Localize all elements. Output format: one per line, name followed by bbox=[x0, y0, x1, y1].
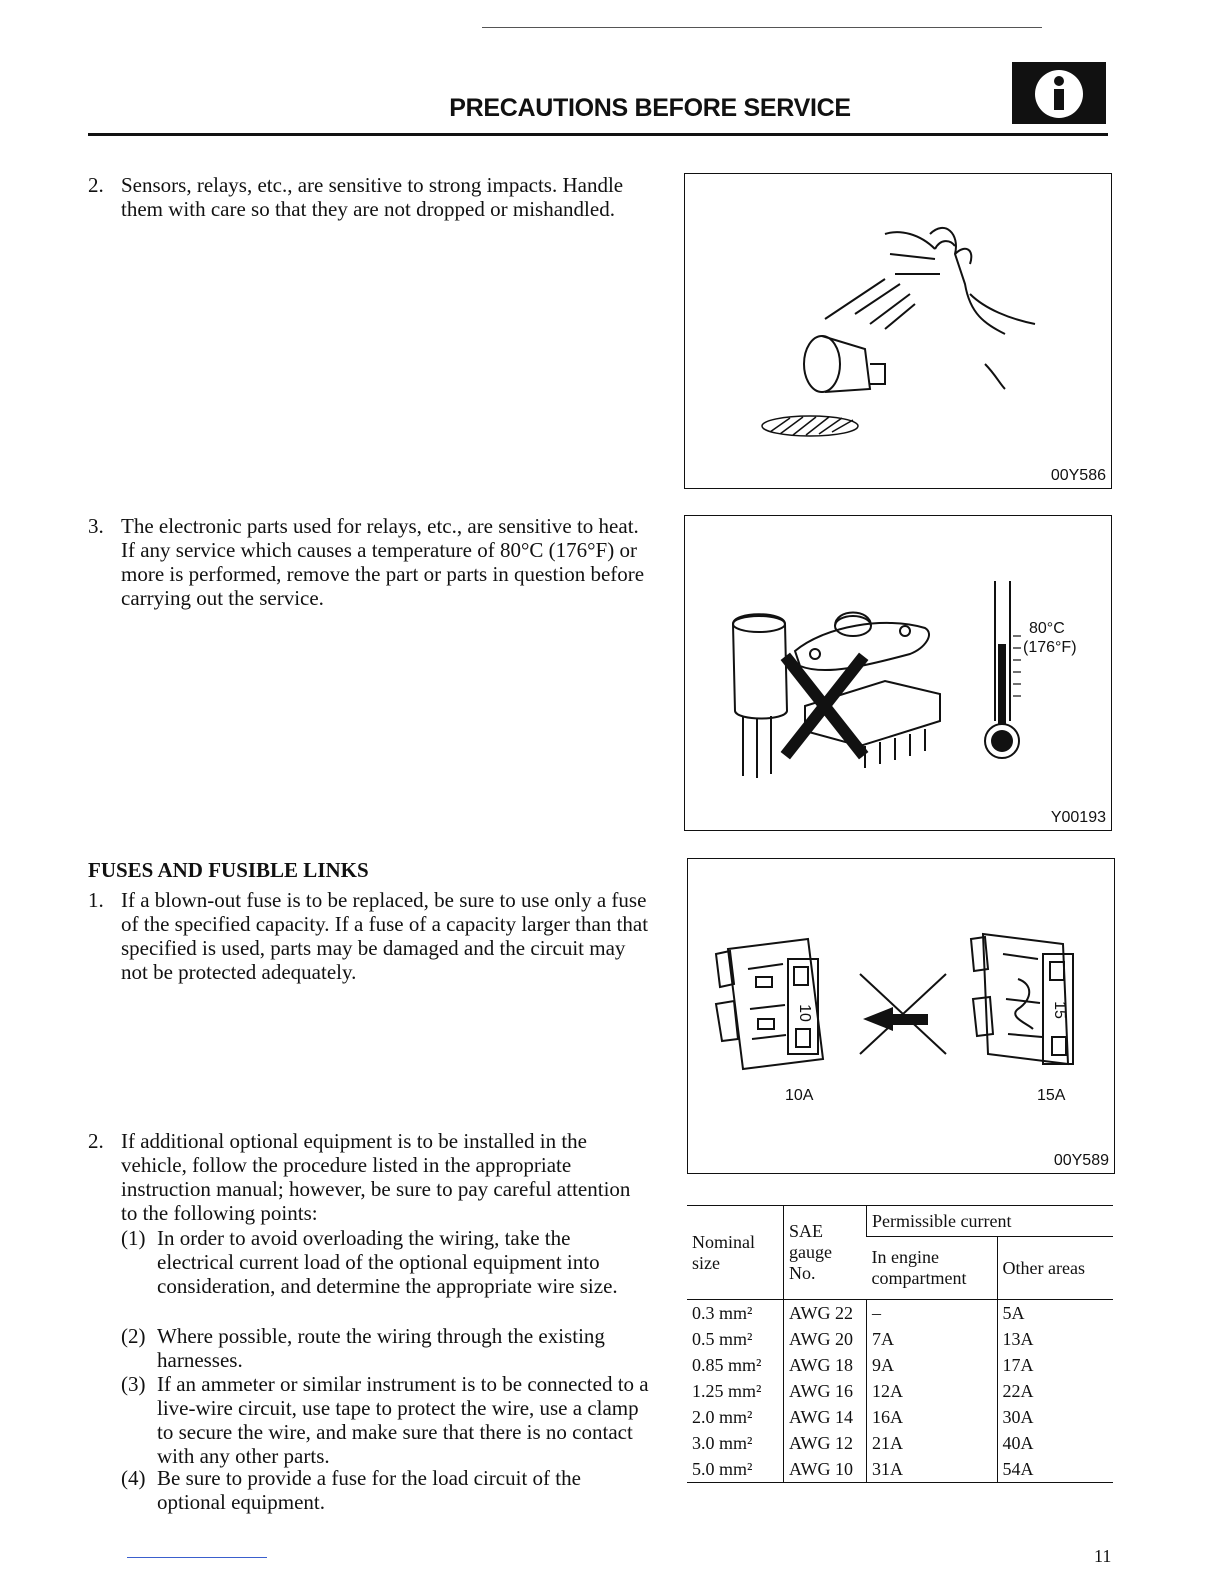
top-scan-line bbox=[482, 27, 1042, 28]
cell-nominal-size: 2.0 mm² bbox=[692, 1406, 753, 1427]
cell-engine-current: 7A bbox=[867, 1326, 998, 1352]
header-permissible-current: Permissible current bbox=[867, 1206, 1114, 1237]
item-text: Sensors, relays, etc., are sensitive to strong impacts. Handle them with care so that they are not dropped or mishandled. bbox=[121, 173, 624, 221]
right-fuse-label: 15A bbox=[1037, 1087, 1066, 1104]
header-sae-gauge: SAE gauge No. bbox=[784, 1206, 867, 1300]
item-text: If a blown-out fuse is to be replaced, be sure to use only a fuse of the specified capacity. If a fuse of a capacity larger than that specified is used, parts may be damaged and the circuit may not be protected adequately. bbox=[121, 888, 649, 984]
item-number: 3. bbox=[88, 514, 104, 538]
electronic-parts-heat-illustration bbox=[685, 516, 1111, 830]
left-fuse-rating-mark: 10 bbox=[795, 1004, 813, 1022]
cell-nominal-size: 0.3 mm² bbox=[692, 1302, 753, 1323]
cell-other-current: 40A bbox=[997, 1430, 1113, 1456]
page-number: 11 bbox=[1094, 1546, 1112, 1566]
temp-fahrenheit-label: (176°F) bbox=[1023, 639, 1077, 656]
header-rule bbox=[88, 133, 1108, 136]
cell-sae-gauge: AWG 10 bbox=[784, 1456, 867, 1483]
figure-code: Y00193 bbox=[1050, 809, 1106, 826]
subitem-text: Where possible, route the wiring through the existing harnesses. bbox=[157, 1324, 605, 1372]
cell-other-current: 54A bbox=[997, 1456, 1113, 1483]
subitem-number: (1) bbox=[121, 1226, 146, 1250]
cell-sae-gauge: AWG 18 bbox=[784, 1352, 867, 1378]
table-row bbox=[687, 1378, 1113, 1404]
table-row bbox=[687, 1404, 1113, 1430]
item-text: The electronic parts used for relays, etc., are sensitive to heat. If any service which causes a temperature of 80°C (176°F) or more is performed, remove the part or parts in question before carrying out the service. bbox=[121, 514, 645, 610]
hand-dropping-part-illustration bbox=[685, 174, 1111, 488]
cell-sae-gauge: AWG 12 bbox=[784, 1430, 867, 1456]
subitem-number: (4) bbox=[121, 1466, 146, 1490]
cell-sae-gauge: AWG 20 bbox=[784, 1326, 867, 1352]
subitem-text: Be sure to provide a fuse for the load circuit of the optional equipment. bbox=[157, 1466, 581, 1514]
cell-nominal-size: 1.25 mm² bbox=[692, 1380, 762, 1401]
cell-nominal-size: 3.0 mm² bbox=[692, 1432, 753, 1453]
subitem-text: In order to avoid overloading the wiring, take the electrical current load of the optional equipment into consideration, and determine the appropriate wire size. bbox=[157, 1226, 618, 1298]
left-fuse-label: 10A bbox=[785, 1087, 814, 1104]
cell-other-current: 22A bbox=[997, 1378, 1113, 1404]
header-engine-compartment: In engine compartment bbox=[867, 1237, 998, 1300]
cell-engine-current: 21A bbox=[867, 1430, 998, 1456]
item-number: 1. bbox=[88, 888, 104, 912]
cell-other-current: 13A bbox=[997, 1326, 1113, 1352]
figure-code: 00Y586 bbox=[1050, 467, 1106, 484]
header-other-areas: Other areas bbox=[997, 1237, 1113, 1300]
info-i-icon bbox=[1012, 62, 1106, 124]
cell-other-current: 30A bbox=[997, 1404, 1113, 1430]
temp-celsius-label: 80°C bbox=[1029, 620, 1065, 637]
cell-nominal-size: 5.0 mm² bbox=[687, 1456, 784, 1483]
subitem-text: If an ammeter or similar instrument is to be connected to a live-wire circuit, use tape to protect the wire, use a clamp to secure the wire, and make sure that there is no contact with any other parts. bbox=[157, 1372, 649, 1468]
table-row bbox=[687, 1300, 1113, 1327]
section-heading-fuses: FUSES AND FUSIBLE LINKS bbox=[88, 858, 369, 882]
subitem-number: (3) bbox=[121, 1372, 146, 1396]
table-row bbox=[687, 1352, 1113, 1378]
subitem-number: (2) bbox=[121, 1324, 146, 1348]
cell-other-current: 17A bbox=[997, 1352, 1113, 1378]
item-number: 2. bbox=[88, 1129, 104, 1153]
cell-sae-gauge: AWG 22 bbox=[784, 1300, 867, 1327]
cell-nominal-size: 0.85 mm² bbox=[692, 1354, 762, 1375]
table-row bbox=[687, 1456, 1113, 1483]
cell-nominal-size: 0.5 mm² bbox=[692, 1328, 753, 1349]
figure-dropped-part bbox=[684, 173, 1112, 489]
cell-engine-current: 16A bbox=[867, 1404, 998, 1430]
info-badge bbox=[1012, 62, 1106, 124]
item-text: If additional optional equipment is to be installed in the vehicle, follow the procedure listed in the appropriate instruction manual; however, be sure to pay careful attention to the following points: bbox=[121, 1129, 631, 1225]
wire-gauge-table bbox=[687, 1205, 1113, 1483]
footer-line bbox=[127, 1557, 267, 1558]
item-number: 2. bbox=[88, 173, 104, 197]
figure-code: 00Y589 bbox=[1053, 1152, 1109, 1169]
cell-sae-gauge: AWG 16 bbox=[784, 1378, 867, 1404]
right-fuse-rating-mark: 15 bbox=[1050, 1001, 1068, 1019]
cell-engine-current: 31A bbox=[867, 1456, 998, 1483]
cell-engine-current: 12A bbox=[867, 1378, 998, 1404]
wire-table-body bbox=[687, 1300, 1113, 1483]
figure-fuse-replacement bbox=[687, 858, 1115, 1174]
figure-heat-sensitive bbox=[684, 515, 1112, 831]
header-nominal-size: Nominal size bbox=[687, 1206, 784, 1300]
cell-engine-current: 9A bbox=[867, 1352, 998, 1378]
page-title: PRECAUTIONS BEFORE SERVICE bbox=[449, 94, 851, 122]
table-row bbox=[687, 1430, 1113, 1456]
cell-engine-current: – bbox=[867, 1300, 998, 1327]
cell-sae-gauge: AWG 14 bbox=[784, 1404, 867, 1430]
table-row bbox=[687, 1326, 1113, 1352]
cell-other-current: 5A bbox=[997, 1300, 1113, 1327]
